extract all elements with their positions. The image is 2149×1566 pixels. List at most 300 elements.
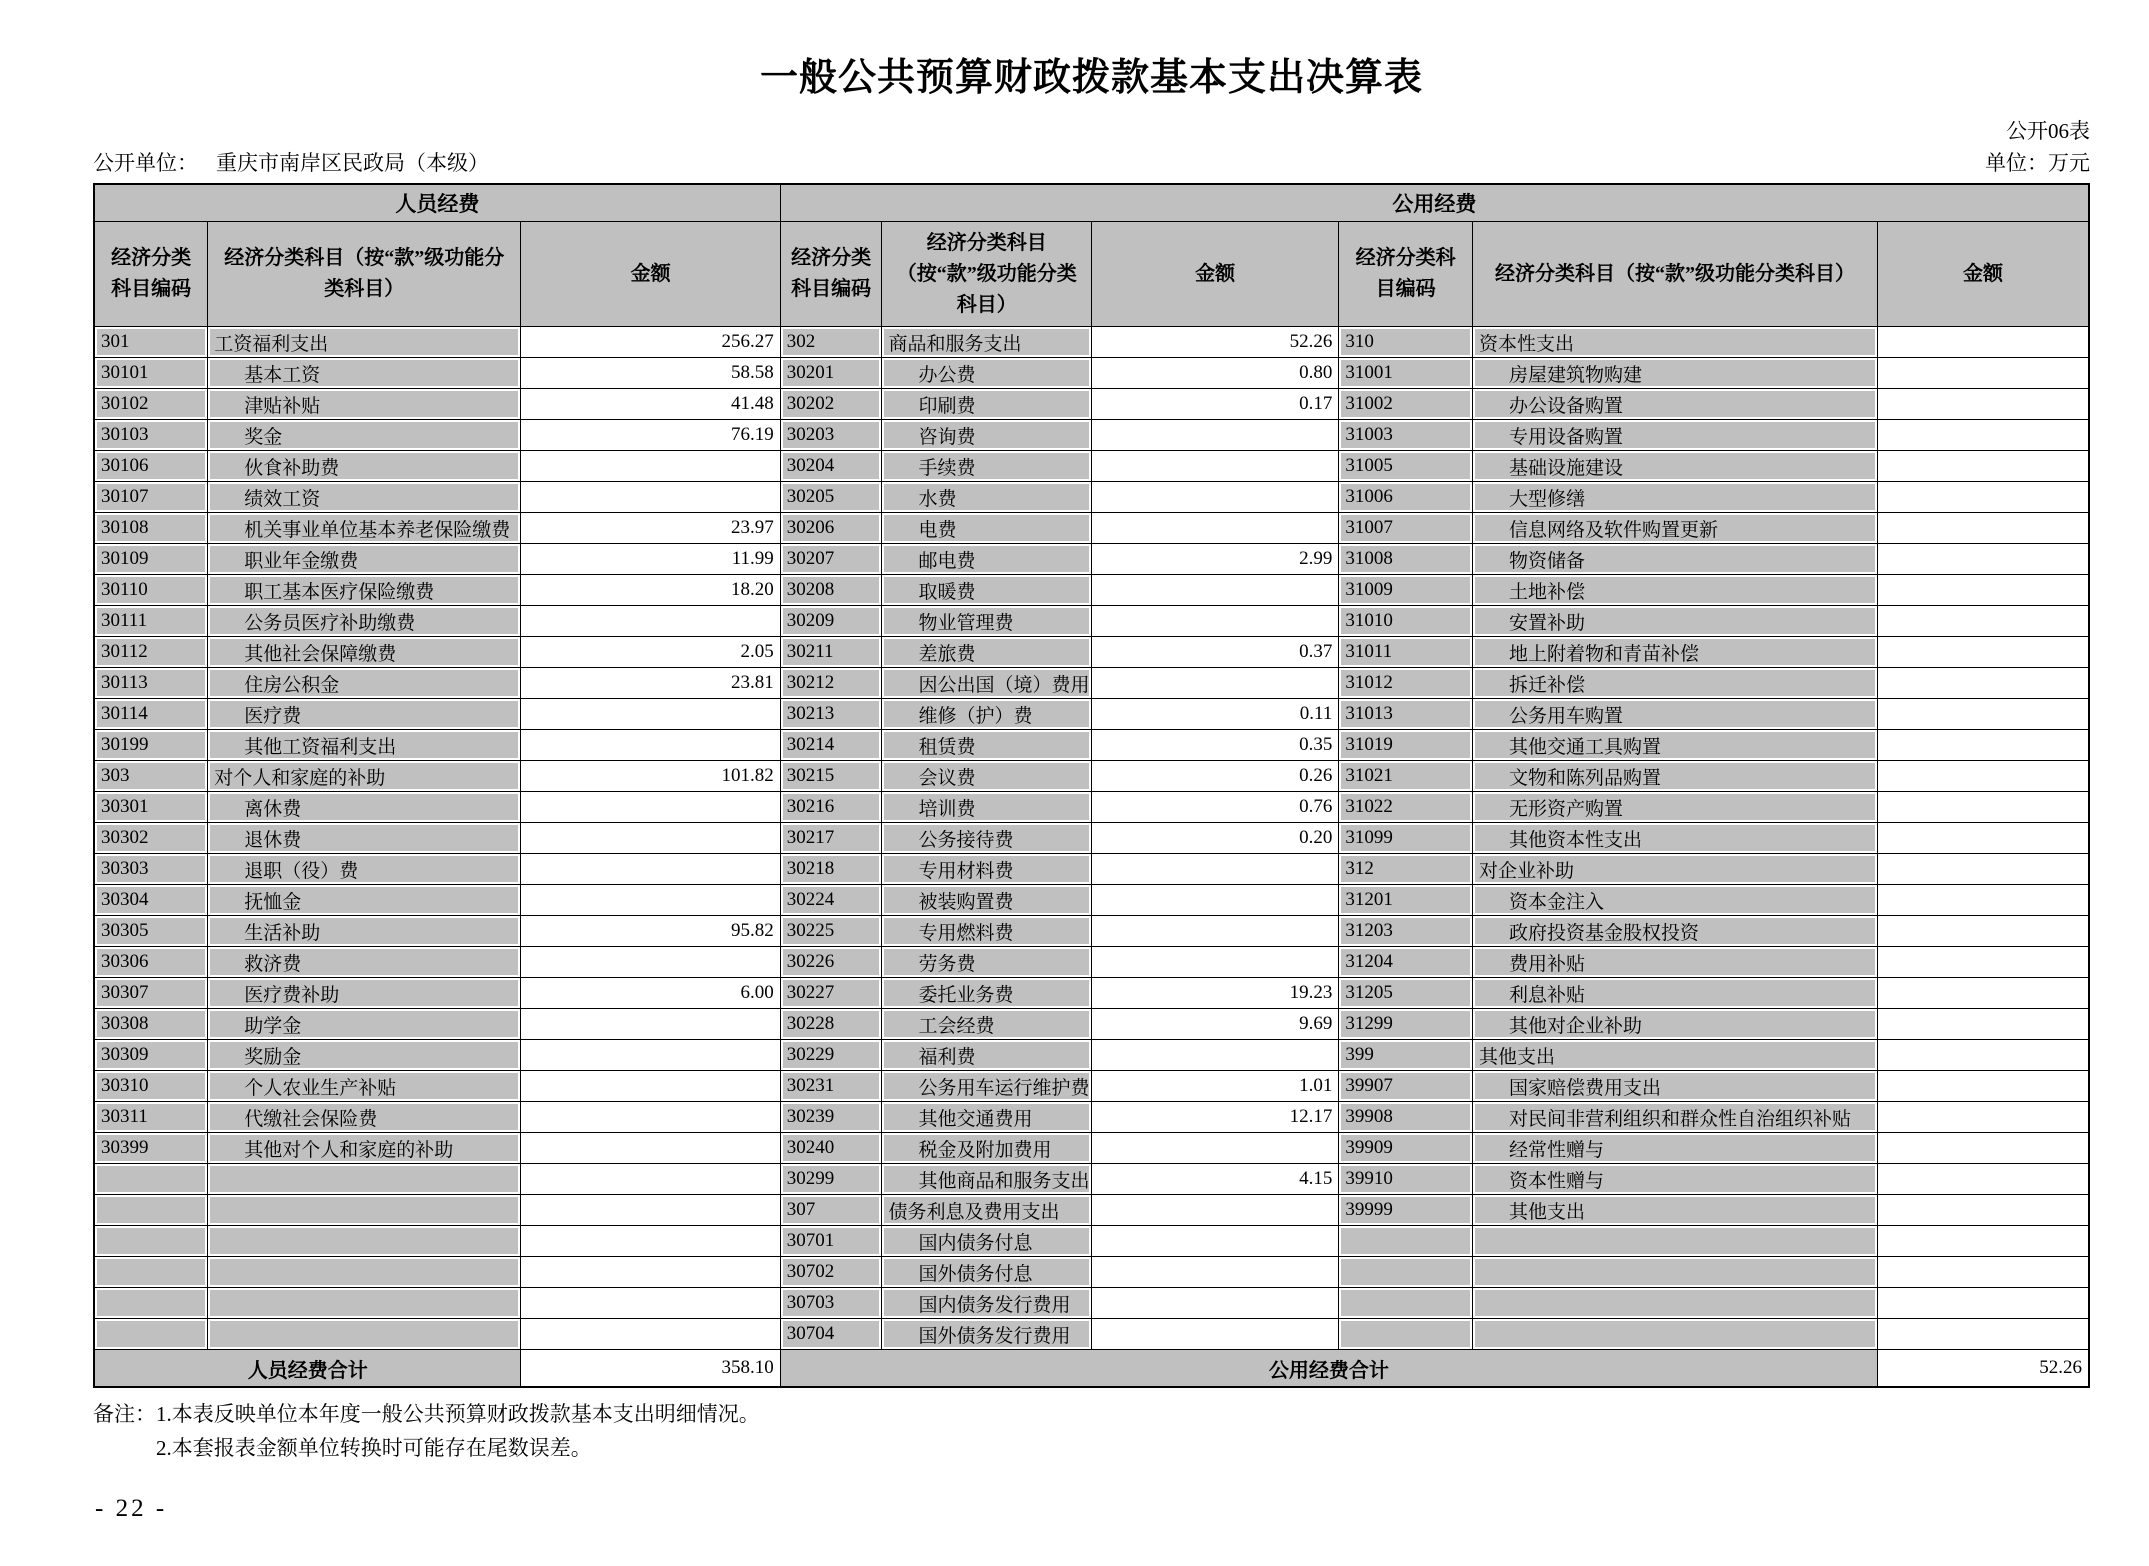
subject-cell: 其他对企业补助 bbox=[1472, 1009, 1877, 1040]
amount-unit-label: 单位：万元 bbox=[1985, 151, 2090, 175]
subject-cell: 退职（役）费 bbox=[208, 854, 521, 885]
amount-cell bbox=[1877, 730, 2089, 761]
table-row bbox=[94, 389, 2089, 420]
code-cell: 31099 bbox=[1339, 823, 1473, 854]
amount-cell: 2.99 bbox=[1091, 544, 1338, 575]
table-row bbox=[94, 1319, 2089, 1350]
amount-cell bbox=[1877, 1102, 2089, 1133]
subject-cell: 专用材料费 bbox=[882, 854, 1091, 885]
subject-cell: 委托业务费 bbox=[882, 978, 1091, 1009]
code-cell: 30109 bbox=[94, 544, 208, 575]
subject-cell bbox=[208, 1319, 521, 1350]
subject-cell bbox=[208, 1164, 521, 1195]
subject-cell: 国外债务发行费用 bbox=[882, 1319, 1091, 1350]
subject-cell: 基本工资 bbox=[208, 358, 521, 389]
code-cell: 310 bbox=[1339, 327, 1473, 358]
code-cell: 31299 bbox=[1339, 1009, 1473, 1040]
subject-cell: 大型修缮 bbox=[1472, 482, 1877, 513]
subject-cell: 差旅费 bbox=[882, 637, 1091, 668]
code-cell: 31010 bbox=[1339, 606, 1473, 637]
subject-cell: 专用燃料费 bbox=[882, 916, 1091, 947]
table-row bbox=[94, 1133, 2089, 1164]
amount-cell bbox=[1877, 513, 2089, 544]
amount-cell bbox=[1877, 761, 2089, 792]
amount-cell bbox=[1091, 482, 1338, 513]
subject-cell: 奖励金 bbox=[208, 1040, 521, 1071]
note-line-2: 2.本套报表金额单位转换时可能存在尾数误差。 bbox=[156, 1435, 592, 1460]
table-row bbox=[94, 327, 2089, 358]
subject-cell: 个人农业生产补贴 bbox=[208, 1071, 521, 1102]
code-cell: 30703 bbox=[780, 1288, 882, 1319]
code-cell: 30304 bbox=[94, 885, 208, 916]
amount-cell bbox=[521, 947, 780, 978]
code-cell: 39910 bbox=[1339, 1164, 1473, 1195]
code-cell bbox=[94, 1195, 208, 1226]
subject-cell: 因公出国（境）费用 bbox=[882, 668, 1091, 699]
table-row bbox=[94, 1071, 2089, 1102]
code-cell: 302 bbox=[780, 327, 882, 358]
amount-cell bbox=[1877, 978, 2089, 1009]
code-cell bbox=[1339, 1319, 1473, 1350]
subject-cell bbox=[208, 1195, 521, 1226]
amount-cell bbox=[521, 451, 780, 482]
code-cell: 30239 bbox=[780, 1102, 882, 1133]
subject-cell: 劳务费 bbox=[882, 947, 1091, 978]
subject-cell bbox=[1472, 1288, 1877, 1319]
table-row bbox=[94, 1195, 2089, 1226]
subject-cell: 其他支出 bbox=[1472, 1040, 1877, 1071]
code-cell: 30101 bbox=[94, 358, 208, 389]
subject-cell: 职工基本医疗保险缴费 bbox=[208, 575, 521, 606]
table-row bbox=[94, 699, 2089, 730]
amount-cell bbox=[1091, 606, 1338, 637]
subject-cell: 公务员医疗补助缴费 bbox=[208, 606, 521, 637]
amount-cell: 41.48 bbox=[521, 389, 780, 420]
code-cell: 30399 bbox=[94, 1133, 208, 1164]
code-cell: 30240 bbox=[780, 1133, 882, 1164]
code-cell: 307 bbox=[780, 1195, 882, 1226]
subject-cell: 电费 bbox=[882, 513, 1091, 544]
subject-cell: 费用补贴 bbox=[1472, 947, 1877, 978]
code-cell: 31002 bbox=[1339, 389, 1473, 420]
subject-cell: 其他商品和服务支出 bbox=[882, 1164, 1091, 1195]
code-cell: 31012 bbox=[1339, 668, 1473, 699]
amount-cell: 23.81 bbox=[521, 668, 780, 699]
subject-cell: 住房公积金 bbox=[208, 668, 521, 699]
subject-cell: 代缴社会保险费 bbox=[208, 1102, 521, 1133]
code-cell: 30214 bbox=[780, 730, 882, 761]
amount-cell bbox=[521, 885, 780, 916]
code-cell: 30201 bbox=[780, 358, 882, 389]
subject-cell: 物资储备 bbox=[1472, 544, 1877, 575]
subject-cell: 医疗费补助 bbox=[208, 978, 521, 1009]
subject-cell: 奖金 bbox=[208, 420, 521, 451]
code-cell: 31013 bbox=[1339, 699, 1473, 730]
amount-cell bbox=[521, 1288, 780, 1319]
table-row bbox=[94, 668, 2089, 699]
amount-cell: 11.99 bbox=[521, 544, 780, 575]
code-cell: 31021 bbox=[1339, 761, 1473, 792]
col-header-subject-3: 经济分类科目（按“款”级功能分类科目） bbox=[1472, 222, 1877, 327]
subject-cell: 国内债务发行费用 bbox=[882, 1288, 1091, 1319]
notes bbox=[93, 1398, 2090, 1465]
code-cell bbox=[1339, 1226, 1473, 1257]
code-cell: 30204 bbox=[780, 451, 882, 482]
subject-cell: 公务接待费 bbox=[882, 823, 1091, 854]
table-row bbox=[94, 1226, 2089, 1257]
code-cell: 31003 bbox=[1339, 420, 1473, 451]
code-cell: 31204 bbox=[1339, 947, 1473, 978]
amount-cell: 0.35 bbox=[1091, 730, 1338, 761]
code-cell: 30213 bbox=[780, 699, 882, 730]
amount-cell bbox=[1877, 544, 2089, 575]
document-page bbox=[0, 46, 2149, 1523]
meta-row bbox=[93, 147, 2090, 177]
public-total-label: 公用经费合计 bbox=[780, 1350, 1877, 1388]
code-cell: 31006 bbox=[1339, 482, 1473, 513]
table-row bbox=[94, 575, 2089, 606]
code-cell bbox=[94, 1257, 208, 1288]
code-cell: 30231 bbox=[780, 1071, 882, 1102]
subject-cell: 被装购置费 bbox=[882, 885, 1091, 916]
subject-cell: 信息网络及软件购置更新 bbox=[1472, 513, 1877, 544]
subject-cell: 会议费 bbox=[882, 761, 1091, 792]
amount-cell bbox=[1091, 451, 1338, 482]
subject-cell: 工会经费 bbox=[882, 1009, 1091, 1040]
table-row bbox=[94, 451, 2089, 482]
table-row bbox=[94, 947, 2089, 978]
amount-cell: 0.80 bbox=[1091, 358, 1338, 389]
subject-cell: 利息补贴 bbox=[1472, 978, 1877, 1009]
table-row bbox=[94, 854, 2089, 885]
subject-cell: 印刷费 bbox=[882, 389, 1091, 420]
amount-cell bbox=[521, 1009, 780, 1040]
publish-unit-label: 公开单位： bbox=[93, 151, 198, 175]
table-row bbox=[94, 1102, 2089, 1133]
amount-cell bbox=[521, 699, 780, 730]
col-header-subject-2: 经济分类科目（按“款”级功能分类科目） bbox=[882, 222, 1091, 327]
page-title: 一般公共预算财政拨款基本支出决算表 bbox=[759, 57, 1423, 99]
amount-cell bbox=[1877, 606, 2089, 637]
code-cell bbox=[1339, 1257, 1473, 1288]
code-cell: 30226 bbox=[780, 947, 882, 978]
subject-cell: 其他资本性支出 bbox=[1472, 823, 1877, 854]
subject-cell: 拆迁补偿 bbox=[1472, 668, 1877, 699]
amount-cell bbox=[1877, 1133, 2089, 1164]
amount-cell: 256.27 bbox=[521, 327, 780, 358]
code-cell: 30224 bbox=[780, 885, 882, 916]
code-cell: 30701 bbox=[780, 1226, 882, 1257]
col-header-code-1: 经济分类科目编码 bbox=[94, 222, 208, 327]
page-number: - 22 - bbox=[95, 1495, 168, 1523]
code-cell: 30207 bbox=[780, 544, 882, 575]
subject-cell: 绩效工资 bbox=[208, 482, 521, 513]
code-cell: 303 bbox=[94, 761, 208, 792]
amount-cell: 4.15 bbox=[1091, 1164, 1338, 1195]
amount-cell bbox=[1877, 854, 2089, 885]
code-cell: 30216 bbox=[780, 792, 882, 823]
totals-row bbox=[94, 1350, 2089, 1388]
amount-cell bbox=[1091, 575, 1338, 606]
amount-cell bbox=[1877, 327, 2089, 358]
code-cell: 31022 bbox=[1339, 792, 1473, 823]
subject-cell: 助学金 bbox=[208, 1009, 521, 1040]
subject-cell bbox=[1472, 1257, 1877, 1288]
amount-cell bbox=[1091, 1257, 1338, 1288]
amount-cell bbox=[521, 1071, 780, 1102]
amount-cell bbox=[1877, 1288, 2089, 1319]
amount-cell: 0.37 bbox=[1091, 637, 1338, 668]
amount-cell bbox=[1877, 451, 2089, 482]
table-row bbox=[94, 730, 2089, 761]
code-cell: 31201 bbox=[1339, 885, 1473, 916]
code-cell: 30112 bbox=[94, 637, 208, 668]
table-row bbox=[94, 978, 2089, 1009]
code-cell: 30218 bbox=[780, 854, 882, 885]
col-header-code-2: 经济分类科目编码 bbox=[780, 222, 882, 327]
amount-cell bbox=[521, 730, 780, 761]
amount-cell: 76.19 bbox=[521, 420, 780, 451]
amount-cell bbox=[1091, 420, 1338, 451]
amount-cell bbox=[1877, 637, 2089, 668]
subject-cell: 工资福利支出 bbox=[208, 327, 521, 358]
table-row bbox=[94, 916, 2089, 947]
code-cell: 31205 bbox=[1339, 978, 1473, 1009]
code-cell: 30217 bbox=[780, 823, 882, 854]
table-row bbox=[94, 761, 2089, 792]
amount-cell: 6.00 bbox=[521, 978, 780, 1009]
code-cell: 30311 bbox=[94, 1102, 208, 1133]
amount-cell bbox=[521, 606, 780, 637]
code-cell: 31203 bbox=[1339, 916, 1473, 947]
code-cell: 30307 bbox=[94, 978, 208, 1009]
amount-cell bbox=[1877, 575, 2089, 606]
column-header-row bbox=[94, 222, 2089, 327]
subject-cell: 土地补偿 bbox=[1472, 575, 1877, 606]
subject-cell: 退休费 bbox=[208, 823, 521, 854]
amount-cell bbox=[521, 823, 780, 854]
subject-cell bbox=[208, 1257, 521, 1288]
note-line-1: 备注：1.本表反映单位本年度一般公共预算财政拨款基本支出明细情况。 bbox=[93, 1402, 760, 1426]
code-cell: 30308 bbox=[94, 1009, 208, 1040]
code-cell bbox=[94, 1226, 208, 1257]
amount-cell: 1.01 bbox=[1091, 1071, 1338, 1102]
code-cell: 30704 bbox=[780, 1319, 882, 1350]
subject-cell: 离休费 bbox=[208, 792, 521, 823]
amount-cell bbox=[1877, 823, 2089, 854]
subject-cell: 其他交通费用 bbox=[882, 1102, 1091, 1133]
code-cell bbox=[94, 1164, 208, 1195]
subject-cell: 国内债务付息 bbox=[882, 1226, 1091, 1257]
subject-cell: 办公设备购置 bbox=[1472, 389, 1877, 420]
code-cell: 30310 bbox=[94, 1071, 208, 1102]
subject-cell: 福利费 bbox=[882, 1040, 1091, 1071]
amount-cell: 0.17 bbox=[1091, 389, 1338, 420]
group-header-public: 公用经费 bbox=[780, 184, 2089, 222]
code-cell: 30103 bbox=[94, 420, 208, 451]
subject-cell: 生活补助 bbox=[208, 916, 521, 947]
code-cell: 39907 bbox=[1339, 1071, 1473, 1102]
subject-cell: 咨询费 bbox=[882, 420, 1091, 451]
amount-cell bbox=[1877, 699, 2089, 730]
code-cell: 30211 bbox=[780, 637, 882, 668]
subject-cell: 其他支出 bbox=[1472, 1195, 1877, 1226]
amount-cell bbox=[1877, 482, 2089, 513]
code-cell: 312 bbox=[1339, 854, 1473, 885]
subject-cell: 办公费 bbox=[882, 358, 1091, 389]
amount-cell bbox=[1877, 1040, 2089, 1071]
subject-cell: 手续费 bbox=[882, 451, 1091, 482]
personnel-total-value: 358.10 bbox=[521, 1350, 780, 1388]
amount-cell bbox=[521, 1133, 780, 1164]
subject-cell: 基础设施建设 bbox=[1472, 451, 1877, 482]
subject-cell: 其他对个人和家庭的补助 bbox=[208, 1133, 521, 1164]
code-cell: 31011 bbox=[1339, 637, 1473, 668]
code-cell: 30113 bbox=[94, 668, 208, 699]
code-cell: 30106 bbox=[94, 451, 208, 482]
subject-cell: 机关事业单位基本养老保险缴费 bbox=[208, 513, 521, 544]
code-cell: 30208 bbox=[780, 575, 882, 606]
code-cell bbox=[94, 1288, 208, 1319]
amount-cell: 0.20 bbox=[1091, 823, 1338, 854]
table-row bbox=[94, 358, 2089, 389]
subject-cell: 资本性赠与 bbox=[1472, 1164, 1877, 1195]
table-row bbox=[94, 637, 2089, 668]
subject-cell: 邮电费 bbox=[882, 544, 1091, 575]
code-cell: 30199 bbox=[94, 730, 208, 761]
code-cell: 30229 bbox=[780, 1040, 882, 1071]
amount-cell bbox=[521, 792, 780, 823]
amount-cell bbox=[1877, 1195, 2089, 1226]
subject-cell: 资本性支出 bbox=[1472, 327, 1877, 358]
code-cell: 39999 bbox=[1339, 1195, 1473, 1226]
subject-cell bbox=[1472, 1319, 1877, 1350]
table-body bbox=[94, 327, 2089, 1350]
code-cell: 30299 bbox=[780, 1164, 882, 1195]
amount-cell bbox=[1877, 1009, 2089, 1040]
subject-cell: 取暖费 bbox=[882, 575, 1091, 606]
amount-cell bbox=[521, 1164, 780, 1195]
code-cell: 31001 bbox=[1339, 358, 1473, 389]
subject-cell: 房屋建筑物购建 bbox=[1472, 358, 1877, 389]
table-row bbox=[94, 420, 2089, 451]
amount-cell: 2.05 bbox=[521, 637, 780, 668]
publish-unit-name: 重庆市南岸区民政局（本级） bbox=[216, 151, 489, 175]
amount-cell bbox=[1877, 885, 2089, 916]
amount-cell: 12.17 bbox=[1091, 1102, 1338, 1133]
subject-cell: 其他社会保障缴费 bbox=[208, 637, 521, 668]
subject-cell: 地上附着物和青苗补偿 bbox=[1472, 637, 1877, 668]
code-cell: 31019 bbox=[1339, 730, 1473, 761]
subject-cell: 债务利息及费用支出 bbox=[882, 1195, 1091, 1226]
amount-cell bbox=[1091, 885, 1338, 916]
code-cell: 30215 bbox=[780, 761, 882, 792]
table-row bbox=[94, 544, 2089, 575]
code-cell: 30225 bbox=[780, 916, 882, 947]
code-cell: 30301 bbox=[94, 792, 208, 823]
expenditure-table bbox=[93, 183, 2090, 1388]
amount-cell bbox=[1091, 1226, 1338, 1257]
code-cell: 30108 bbox=[94, 513, 208, 544]
amount-cell bbox=[1091, 947, 1338, 978]
code-cell bbox=[94, 1319, 208, 1350]
subject-cell: 国外债务付息 bbox=[882, 1257, 1091, 1288]
amount-cell: 101.82 bbox=[521, 761, 780, 792]
amount-cell: 58.58 bbox=[521, 358, 780, 389]
subject-cell: 公务用车购置 bbox=[1472, 699, 1877, 730]
personnel-total-label: 人员经费合计 bbox=[94, 1350, 521, 1388]
amount-cell: 23.97 bbox=[521, 513, 780, 544]
subject-cell: 对民间非营利组织和群众性自治组织补贴 bbox=[1472, 1102, 1877, 1133]
amount-cell bbox=[1091, 513, 1338, 544]
table-row bbox=[94, 513, 2089, 544]
amount-cell: 0.26 bbox=[1091, 761, 1338, 792]
amount-cell bbox=[1877, 1226, 2089, 1257]
subject-cell bbox=[208, 1288, 521, 1319]
amount-cell bbox=[521, 1319, 780, 1350]
amount-cell bbox=[1877, 1319, 2089, 1350]
code-cell: 30228 bbox=[780, 1009, 882, 1040]
subject-cell: 其他工资福利支出 bbox=[208, 730, 521, 761]
amount-cell bbox=[1877, 792, 2089, 823]
group-header-personnel: 人员经费 bbox=[94, 184, 780, 222]
subject-cell: 无形资产购置 bbox=[1472, 792, 1877, 823]
group-header-row bbox=[94, 184, 2089, 222]
code-cell: 31005 bbox=[1339, 451, 1473, 482]
amount-cell: 19.23 bbox=[1091, 978, 1338, 1009]
col-header-code-3: 经济分类科目编码 bbox=[1339, 222, 1473, 327]
subject-cell: 伙食补助费 bbox=[208, 451, 521, 482]
code-cell bbox=[1339, 1288, 1473, 1319]
table-row bbox=[94, 792, 2089, 823]
subject-cell bbox=[1472, 1226, 1877, 1257]
amount-cell bbox=[521, 1226, 780, 1257]
code-cell: 30702 bbox=[780, 1257, 882, 1288]
amount-cell bbox=[521, 1195, 780, 1226]
code-cell: 30302 bbox=[94, 823, 208, 854]
subject-cell: 安置补助 bbox=[1472, 606, 1877, 637]
amount-cell bbox=[521, 1257, 780, 1288]
amount-cell bbox=[1877, 420, 2089, 451]
subject-cell: 抚恤金 bbox=[208, 885, 521, 916]
code-cell: 30202 bbox=[780, 389, 882, 420]
subject-cell: 资本金注入 bbox=[1472, 885, 1877, 916]
public-total-value: 52.26 bbox=[1877, 1350, 2089, 1388]
table-code: 公开06表 bbox=[2006, 119, 2090, 143]
amount-cell bbox=[1091, 1319, 1338, 1350]
code-cell: 301 bbox=[94, 327, 208, 358]
amount-cell: 0.11 bbox=[1091, 699, 1338, 730]
amount-cell bbox=[1091, 1133, 1338, 1164]
amount-cell bbox=[521, 1040, 780, 1071]
code-cell: 30212 bbox=[780, 668, 882, 699]
table-row bbox=[94, 482, 2089, 513]
code-cell: 30102 bbox=[94, 389, 208, 420]
subject-cell: 医疗费 bbox=[208, 699, 521, 730]
code-cell: 399 bbox=[1339, 1040, 1473, 1071]
subject-cell: 专用设备购置 bbox=[1472, 420, 1877, 451]
subject-cell: 维修（护）费 bbox=[882, 699, 1091, 730]
code-cell: 31007 bbox=[1339, 513, 1473, 544]
subject-cell: 物业管理费 bbox=[882, 606, 1091, 637]
code-cell: 30209 bbox=[780, 606, 882, 637]
amount-cell bbox=[1877, 1071, 2089, 1102]
subject-cell: 公务用车运行维护费 bbox=[882, 1071, 1091, 1102]
amount-cell: 9.69 bbox=[1091, 1009, 1338, 1040]
amount-cell bbox=[1877, 916, 2089, 947]
subject-cell: 职业年金缴费 bbox=[208, 544, 521, 575]
code-cell: 30309 bbox=[94, 1040, 208, 1071]
